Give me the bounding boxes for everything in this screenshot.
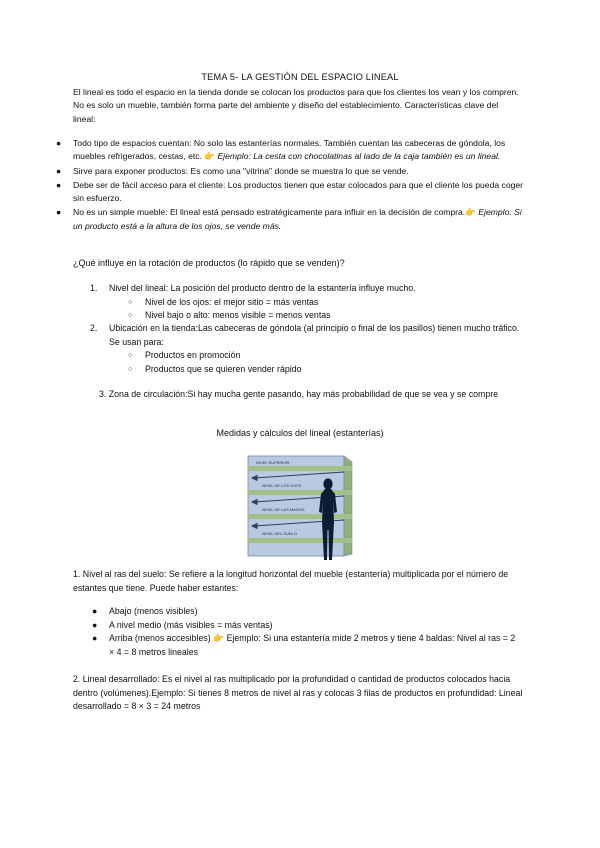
bullet-icon: ●	[56, 165, 62, 176]
shelf-levels-diagram	[244, 452, 356, 562]
sub-item: ○ Nivel bajo o alto: menos visible = menos ventas	[128, 309, 331, 323]
factor-item: 2. Ubicación en la tienda:Las cabeceras de góndola (al principio o final de los pasillos) tienen mucho tráfico. Se usan para:	[90, 323, 520, 347]
circle-bullet-icon: ○	[128, 366, 133, 373]
intro-paragraph: El lineal es todo el espacio en la tienda donde se colocan los productos para que los clientes los vean y los compren. No es solo un mueble, también forma parte del ambiente y diseño del establecimiento. Características clave del lineal:	[73, 87, 519, 124]
sub-item: ○ Productos que se quieren vender rápido	[128, 363, 302, 377]
lineal-desarrollado-paragraph: 2. Lineal desarrollado: Es el nivel al ras multiplicado por la profundidad o cantidad de productos colocados hacia dentro (volúmenes).Ejemplo: Si tienes 8 metros de nivel al ras y colocas 3 filas de productos en profundidad: Lineal desarrollado = 8 × 3 = 24 metros	[73, 674, 523, 712]
characteristics-list	[56, 137, 526, 234]
page-title: TEMA 5- LA GESTIÓN DEL ESPACIO LINEAL	[201, 72, 399, 82]
section-title: Medidas y cálculos del lineal (estanterías)	[216, 428, 384, 438]
level-label: NIVEL DE LAS MANOS	[262, 507, 305, 512]
bullet-icon: ●	[92, 619, 98, 630]
bullet-icon: ●	[56, 207, 62, 218]
list-item: ● No es un simple mueble: El lineal está pensado estratégicamente para influir en la decisión de compra.👉 Ejemplo: Si un producto está a la altura de los ojos, se vende más.	[56, 207, 522, 231]
circle-bullet-icon: ○	[128, 312, 133, 319]
circle-bullet-icon: ○	[128, 299, 133, 306]
factor-item: 1. Nivel del lineal: La posición del producto dentro de la estantería influye mucho.	[90, 283, 416, 293]
list-item: ● Sirve para exponer productos: Es como una "vitrina" donde se muestra lo que se vende.	[56, 165, 526, 178]
rotation-question: ¿Qué influye en la rotación de productos (lo rápido que se venden)?	[73, 258, 345, 268]
list-item: ● Abajo (menos visibles)	[92, 605, 522, 619]
shelf-levels-list	[92, 605, 522, 659]
bullet-icon: ●	[56, 138, 62, 148]
level-label: NIVEL DE LOS OJOS	[262, 483, 302, 488]
example-text: Ejemplo: Si un producto está a la altura de los ojos, se vende más.	[73, 207, 522, 231]
bullet-icon: ●	[92, 633, 98, 644]
level-label: NIVEL SUPERIOR	[256, 460, 290, 465]
shelf-board	[248, 538, 352, 543]
list-item: ● Arriba (menos accesibles) 👉 Ejemplo: Si una estantería mide 2 metros y tiene 4 baldas: Nivel al ras = 2 × 4 = 8 metros lineales	[92, 633, 516, 657]
list-item: ● A nivel medio (más visibles = más ventas)	[92, 619, 522, 633]
shelf-board	[248, 466, 352, 471]
list-item: ● Todo tipo de espacios cuentan: No solo las estanterías normales. También cuentan las cabeceras de góndola, los muebles refrigerados, cestas, etc. 👉 Ejemplo: La cesta con chocolatinas al lado de la caja también es un lineal.	[56, 138, 506, 162]
list-item: ● Debe ser de fácil acceso para el cliente: Los productos tienen que estar colocados para que el cliente los pueda coger sin esfuerzo.	[56, 179, 524, 204]
circle-bullet-icon: ○	[128, 352, 133, 359]
sub-item: ○ Nivel de los ojos: el mejor sitio = más ventas	[128, 296, 318, 310]
hand-pointing-icon: 👉	[465, 207, 476, 218]
lineal-suelo-paragraph: 1. Nivel al ras del suelo: Se refiere a la longitud horizontal del mueble (estantería) multiplicada por el número de estantes que tiene. Puede haber estantes:	[73, 569, 509, 593]
factor-circulation: 3. Zona de circulación:Si hay mucha gente pasando, hay más probabilidad de que se vea y se compre	[99, 389, 499, 399]
shelf-board	[248, 514, 352, 519]
example-text: Ejemplo: Si una estantería mide 2 metros y tiene 4 baldas: Nivel al ras = 2 × 4 = 8 metros lineales	[109, 633, 516, 657]
shelf-board	[248, 490, 352, 495]
hand-pointing-icon: 👉	[213, 633, 225, 644]
example-text: Ejemplo: La cesta con chocolatinas al lado de la caja también es un lineal.	[217, 151, 501, 162]
bullet-icon: ●	[92, 606, 98, 616]
hand-pointing-icon: 👉	[204, 151, 216, 162]
level-label: NIVEL DEL SUELO	[262, 531, 297, 536]
sub-item: ○ Productos en promoción	[128, 349, 240, 363]
bullet-icon: ●	[56, 179, 62, 190]
